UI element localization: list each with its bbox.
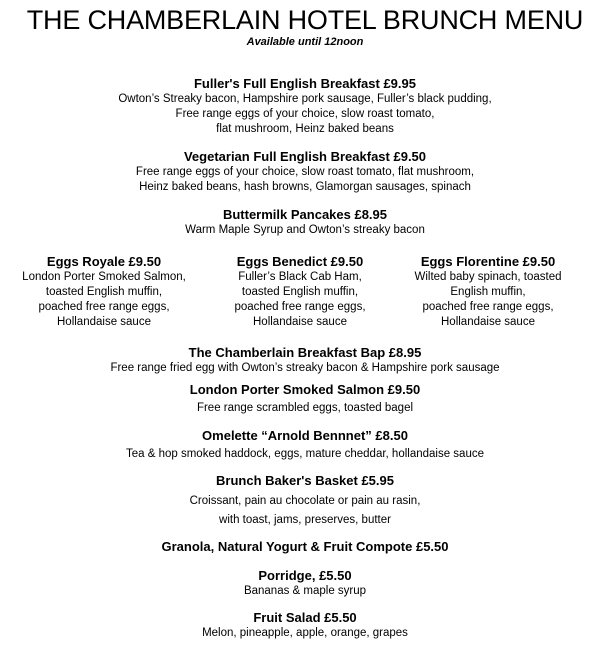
item-description <box>0 626 610 641</box>
description-line: flat mushroom, Heinz baked beans <box>216 123 394 135</box>
menu-item-full-english <box>0 76 610 137</box>
description-line: Heinz baked beans, hash browns, Glamorgan sausages, spinach <box>139 181 471 193</box>
description-line: Hollandaise sauce <box>57 316 151 328</box>
description-line: Free range scrambled eggs, toasted bagel <box>196 402 414 414</box>
description-line: toasted English muffin, <box>45 286 163 298</box>
item-description <box>388 270 588 330</box>
description-line: Hollandaise sauce <box>253 316 347 328</box>
menu-item-fruit-salad <box>0 610 610 641</box>
description-line: with toast, jams, preserves, butter <box>219 514 391 526</box>
menu-item-pancakes <box>0 207 610 238</box>
description-line: Croissant, pain au chocolate or pain au rasin, <box>189 495 421 507</box>
description-line: poached free range eggs, <box>234 301 366 313</box>
description-line: poached free range eggs, <box>422 301 554 313</box>
item-description <box>200 270 400 330</box>
description-line: Owton’s Streaky bacon, Hampshire pork sausage, Fuller’s black pudding, <box>118 93 492 105</box>
menu-item-granola <box>0 539 610 555</box>
item-description <box>4 270 204 330</box>
menu-item-omelette <box>0 428 610 462</box>
item-description <box>0 361 610 376</box>
description-line: Free range eggs of your choice, slow roast tomato, flat mushroom, <box>135 166 475 178</box>
item-name: Granola, Natural Yogurt & Fruit Compote £5.50 <box>161 539 449 554</box>
menu-item-eggs-royale <box>4 254 204 330</box>
item-name: Vegetarian Full English Breakfast £9.50 <box>183 149 427 164</box>
menu-item-vegetarian-english <box>0 149 610 195</box>
description-line: Warm Maple Syrup and Owton’s streaky bacon <box>185 224 425 236</box>
menu-item-bakers-basket <box>0 473 610 530</box>
description-line: toasted English muffin, <box>241 286 359 298</box>
item-name: Omelette “Arnold Bennnet” £8.50 <box>202 428 408 443</box>
description-line: Bananas & maple syrup <box>243 585 367 597</box>
description-line: Tea & hop smoked haddock, eggs, mature cheddar, hollandaise sauce <box>125 448 484 460</box>
description-line: Free range eggs of your choice, slow roast tomato, <box>175 108 435 120</box>
item-name: Buttermilk Pancakes £8.95 <box>222 207 388 222</box>
item-name: Eggs Royale £9.50 <box>46 254 162 269</box>
item-description <box>0 165 610 195</box>
item-description <box>0 492 610 530</box>
menu-title: THE CHAMBERLAIN HOTEL BRUNCH MENU <box>26 5 584 35</box>
menu-subtitle: Available until 12noon <box>246 36 364 48</box>
item-name: London Porter Smoked Salmon £9.50 <box>189 382 421 397</box>
menu-item-eggs-benedict <box>200 254 400 330</box>
item-description <box>0 447 610 462</box>
menu-item-porridge <box>0 568 610 599</box>
description-line: Hollandaise sauce <box>441 316 535 328</box>
menu-item-breakfast-bap <box>0 345 610 376</box>
description-line: Wilted baby spinach, toasted <box>414 271 562 283</box>
description-line: Fuller’s Black Cab Ham, <box>238 271 362 283</box>
item-description <box>0 92 610 137</box>
menu-item-smoked-salmon <box>0 382 610 416</box>
description-line: English muffin, <box>450 286 526 298</box>
item-name: Fruit Salad £5.50 <box>253 610 357 625</box>
item-name: Eggs Benedict £9.50 <box>236 254 364 269</box>
description-line: Melon, pineapple, apple, orange, grapes <box>202 627 408 639</box>
item-name: The Chamberlain Breakfast Bap £8.95 <box>188 345 422 360</box>
description-line: London Porter Smoked Salmon, <box>22 271 186 283</box>
item-description <box>0 584 610 599</box>
item-name: Eggs Florentine £9.50 <box>420 254 556 269</box>
item-name: Brunch Baker's Basket £5.95 <box>216 473 394 488</box>
description-line: Free range fried egg with Owton’s streaky bacon & Hampshire pork sausage <box>110 362 500 374</box>
item-name: Porridge, £5.50 <box>258 568 352 583</box>
item-description <box>0 223 610 238</box>
item-description <box>0 401 610 416</box>
item-name: Fuller's Full English Breakfast £9.95 <box>193 76 416 91</box>
description-line: poached free range eggs, <box>38 301 170 313</box>
menu-item-eggs-florentine <box>388 254 588 330</box>
